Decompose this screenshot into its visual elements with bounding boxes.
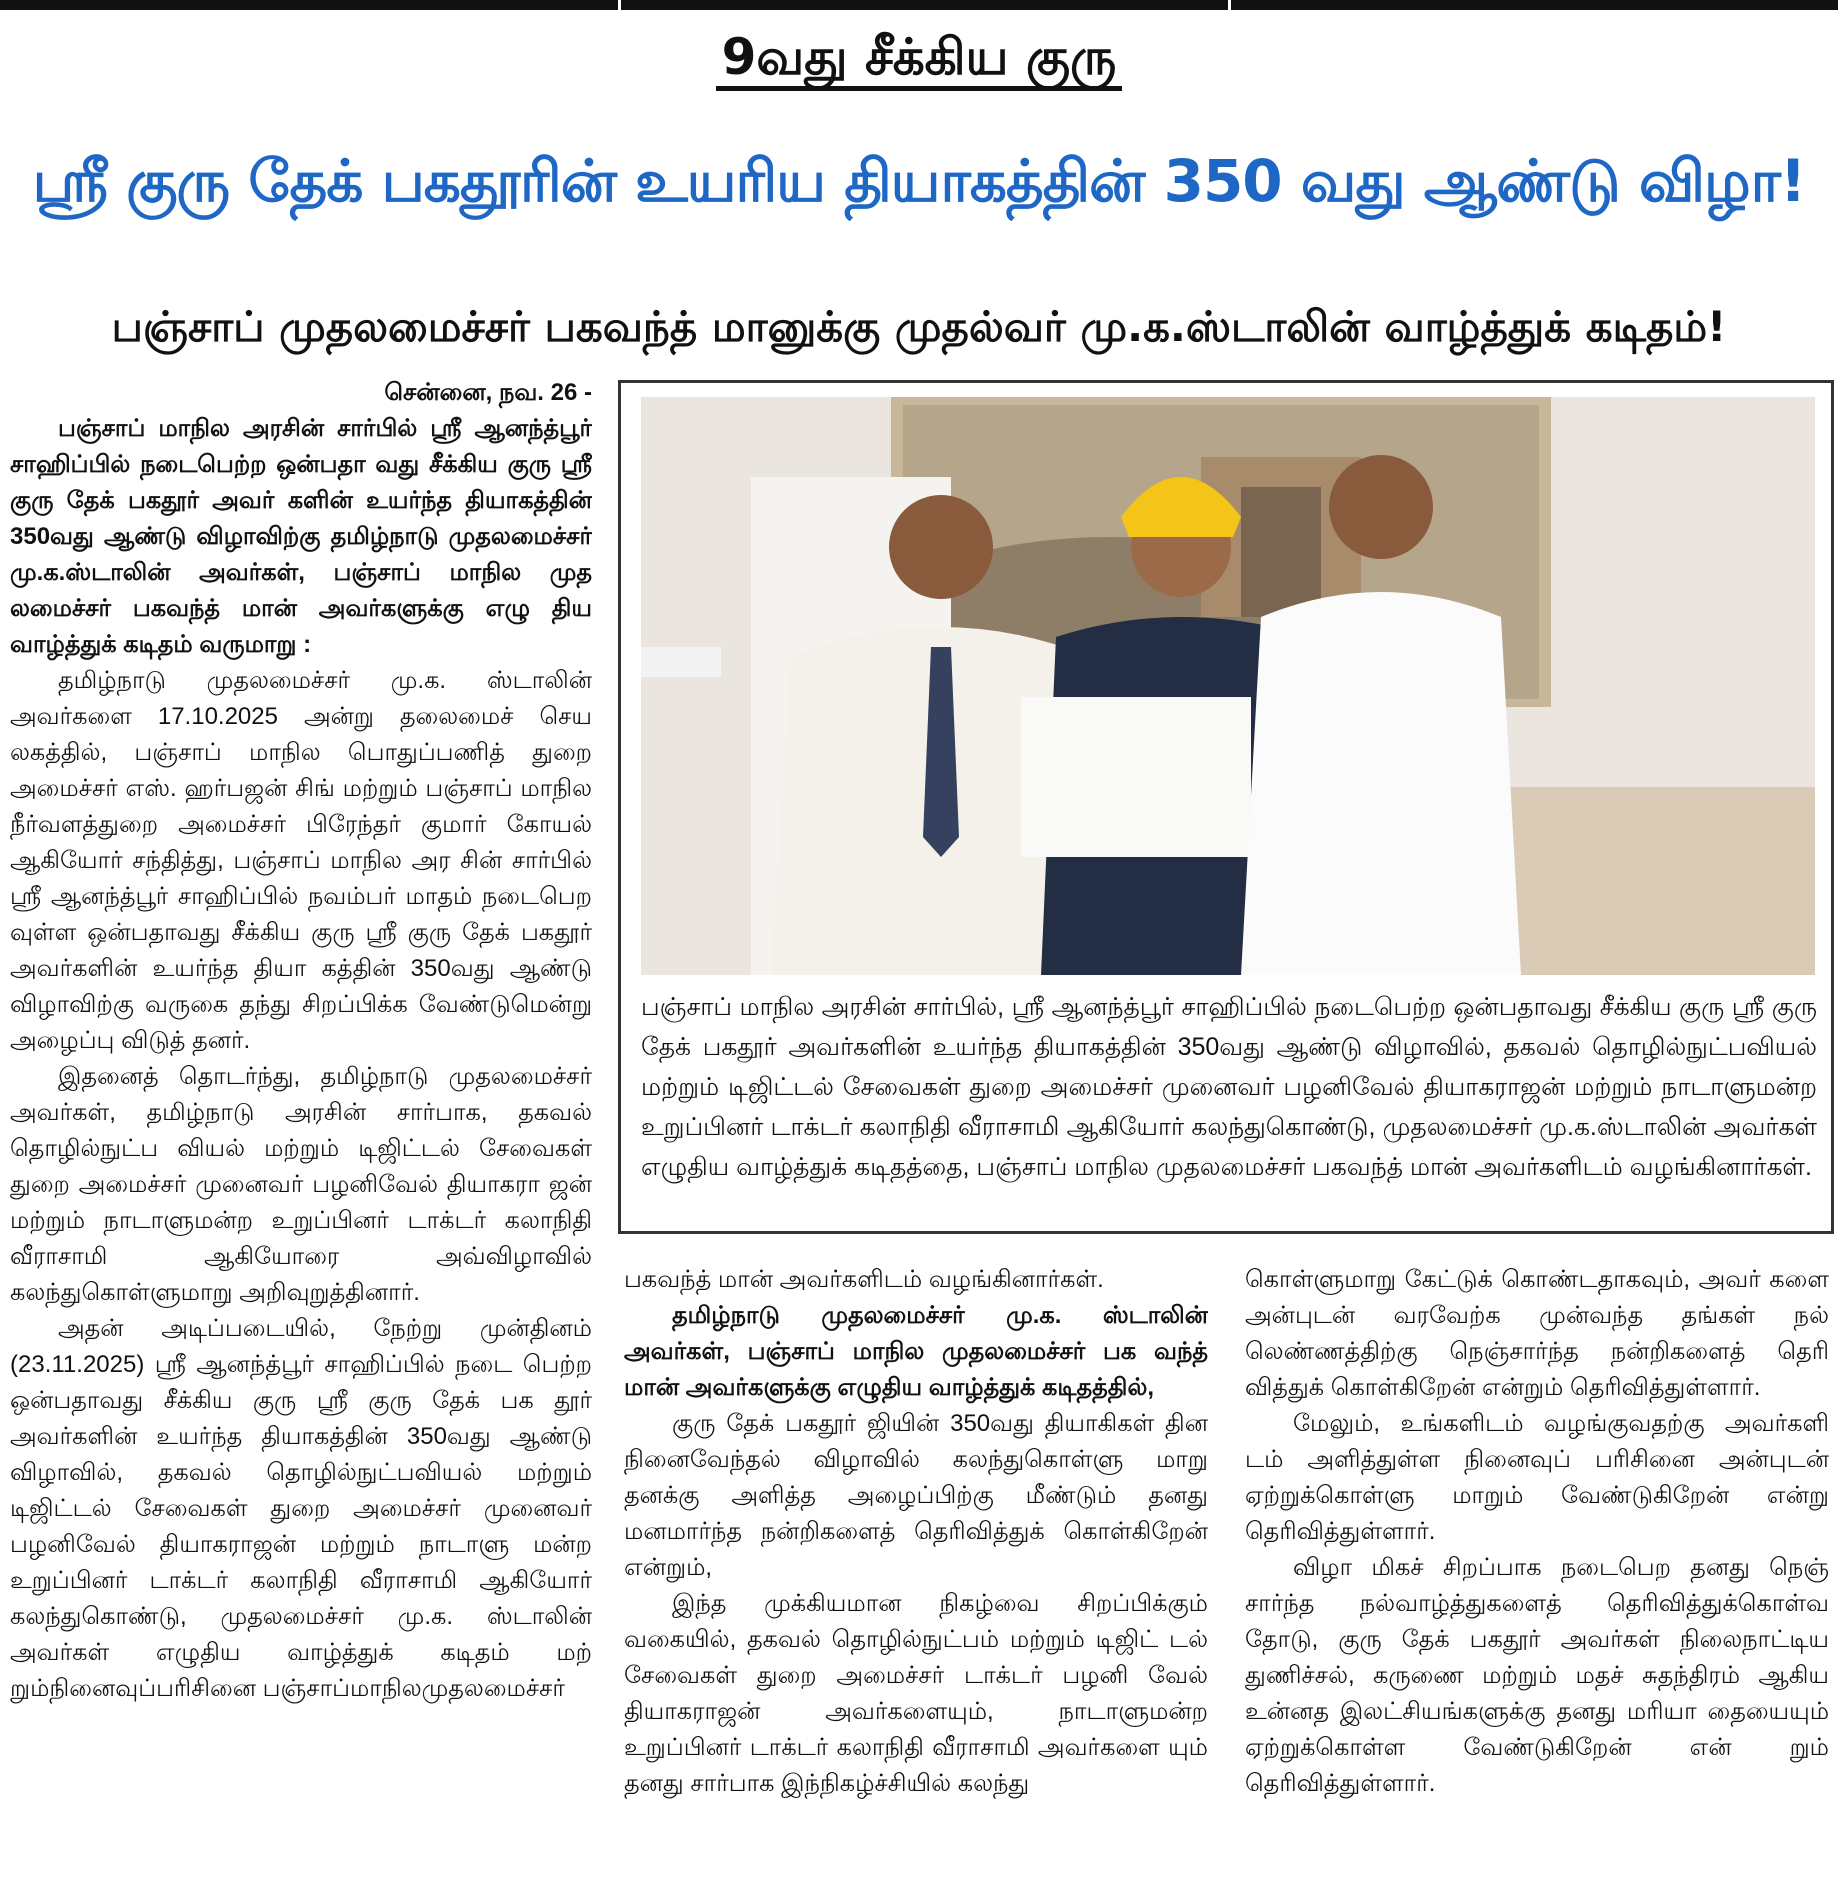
paragraph: இந்த முக்கியமான நிகழ்வை சிறப்பிக்கும் வகையில், தகவல் தொழில்நுட்பம் மற்றும் டிஜிட் டல் சேவைகள் துறை அமைச்சர் டாக்டர் பழனி வேல் தியாகராஜன் அவர்களையும், நாடாளுமன்ற உறுப்பினர் டாக்டர் கலாநிதி வீராசாமி அவர்களை யும் தனது சார்பாக இந்நிகழ்ச்சியில் கலந்து [624,1590,1208,1797]
paragraph: தமிழ்நாடு முதலமைச்சர் மு.க. ஸ்டாலின் அவர்களை 17.10.2025 அன்று தலைமைச் செய லகத்தில், பஞ்சாப் மாநில பொதுப்பணித் துறை அமைச்சர் எஸ். ஹர்பஜன் சிங் மற்றும் பஞ்சாப் மாநில நீர்வளத்துறை அமைச்சர் பிரேந்தர் குமார் கோயல் ஆகியோர் சந்தித்து, பஞ்சாப் மாநில அர சின் சார்பில் ஸ்ரீ ஆனந்த்பூர் சாஹிப்பில் நவம்பர் மாதம் நடைபெற வுள்ள ஒன்பதாவது சீக்கிய குரு ஸ்ரீ குரு தேக் பகதூர் அவர்களின் உயர்ந்த தியா கத்தின் 350வது ஆண்டு விழாவிற்கு வருகை தந்து சிறப்பிக்க வேண்டுமென்று அழைப்பு விடுத் தனர். [10,667,592,1054]
paragraph: கொள்ளுமாறு கேட்டுக் கொண்டதாகவும், அவர் களை அன்புடன் வரவேற்க முன்வந்த தங்கள் நல் லெண்ணத்திற்கு நெஞ்சார்ந்த நன்றிகளைத் தெரி வித்துக் கொள்கிறேன் என்றும் தெரிவித்துள்ளார். [1245,1266,1829,1401]
kicker [0,18,1838,96]
news-photo [641,397,1815,975]
article-column-1 [10,375,592,1875]
subheadline: பஞ்சாப் முதலமைச்சர் பகவந்த் மானுக்கு முதல்வர் மு.க.ஸ்டாலின் வாழ்த்துக் கடிதம்! [111,302,1727,351]
dateline: சென்னை, நவ. 26 - [384,379,592,406]
article-column-2 [624,1262,1208,1878]
article-column-3 [1245,1262,1829,1878]
paragraph: அதன் அடிப்படையில், நேற்று முன்தினம் (23.11.2025) ஸ்ரீ ஆனந்த்பூர் சாஹிப்பில் நடை பெற்ற ஒன்பதாவது சீக்கிய குரு ஸ்ரீ குரு தேக் பக தூர் அவர்களின் உயர்ந்த தியாகத்தின் 350வது ஆண்டு விழாவில், தகவல் தொழில்நுட்பவியல் மற்றும் டிஜிட்டல் சேவைகள் துறை அமைச்சர் முனைவர் பழனிவேல் தியாகராஜன் மற்றும் நாடாளு மன்ற உறுப்பினர் டாக்டர் கலாநிதி வீராசாமி ஆகியோர் கலந்துகொண்டு, முதலமைச்சர் மு.க. ஸ்டாலின் அவர்கள் எழுதிய வாழ்த்துக் கடிதம் மற் றும்நினைவுப்பரிசினை பஞ்சாப்மாநிலமுதலமைச்சர் [10,1315,592,1702]
top-rule-separator [618,0,621,10]
paragraph: விழா மிகச் சிறப்பாக நடைபெற தனது நெஞ் சார்ந்த நல்வாழ்த்துகளைத் தெரிவித்துக்கொள்வ தோடு, குரு தேக் பகதூர் அவர்கள் நிலைநாட்டிய துணிச்சல், கருணை மற்றும் மதச் சுதந்திரம் ஆகிய உன்னத இலட்சியங்களுக்கு தனது மரியா தையையும் ஏற்றுக்கொள்ள வேண்டுகிறேன் என் றும் தெரிவித்துள்ளார். [1245,1554,1829,1797]
paragraph: பகவந்த் மான் அவர்களிடம் வழங்கினார்கள். [624,1266,1104,1293]
highlight-paragraph: தமிழ்நாடு முதலமைச்சர் மு.க. ஸ்டாலின் அவர்கள், பஞ்சாப் மாநில முதலமைச்சர் பக வந்த் மான் அவர்களுக்கு எழுதிய வாழ்த்துக் கடிதத்தில், [624,1302,1208,1401]
paragraph: மேலும், உங்களிடம் வழங்குவதற்கு அவர்களி டம் அளித்துள்ள நினைவுப் பரிசினை அன்புடன் ஏற்றுக்கொள்ளு மாறும் வேண்டுகிறேன் என்று தெரிவித்துள்ளார். [1245,1410,1829,1545]
photo-caption: பஞ்சாப் மாநில அரசின் சார்பில், ஸ்ரீ ஆனந்த்பூர் சாஹிப்பில் நடைபெற்ற ஒன்பதாவது சீக்கிய குரு ஸ்ரீ குரு தேக் பகதூர் அவர்களின் உயர்ந்த தியாகத்தின் 350வது ஆண்டு விழாவில், தகவல் தொழில்நுட்பவியல் மற்றும் டிஜிட்டல் சேவைகள் துறை அமைச்சர் முனைவர் பழனிவேல் தியாகராஜன் மற்றும் நாடாளுமன்ற உறுப்பினர் டாக்டர் கலாநிதி வீராசாமி ஆகியோர் கலந்துகொண்டு, முதலமைச்சர் மு.க.ஸ்டாலின் அவர்கள் எழுதிய வாழ்த்துக் கடிதத்தை, பஞ்சாப் மாநில முதலமைச்சர் பகவந்த் மான் அவர்களிடம் வழங்கினார்கள். [641,993,1817,1181]
top-rule-separator [1228,0,1231,10]
top-rule [0,0,1838,10]
photo-box [618,380,1834,1234]
kicker-text: 9வது சீக்கிய குரு [716,28,1123,91]
lead-paragraph: பஞ்சாப் மாநில அரசின் சார்பில் ஸ்ரீ ஆனந்த்பூர் சாஹிப்பில் நடைபெற்ற ஒன்பதா வது சீக்கிய குரு ஸ்ரீ குரு தேக் பகதூர் அவர் களின் உயர்ந்த தியாகத்தின் 350வது ஆண்டு விழாவிற்கு தமிழ்நாடு முதலமைச்சர் மு.க.ஸ்டாலின் அவர்கள், பஞ்சாப் மாநில முத லமைச்சர் பகவந்த் மான் அவர்களுக்கு எழு திய வாழ்த்துக் கடிதம் வருமாறு : [10,415,592,658]
paragraph: குரு தேக் பகதூர் ஜியின் 350வது தியாகிகள் தின நினைவேந்தல் விழாவில் கலந்துகொள்ளு மாறு தனக்கு அளித்த அழைப்பிற்கு மீண்டும் தனது மனமார்ந்த நன்றிகளைத் தெரிவித்துக் கொள்கிறேன் என்றும், [624,1410,1208,1581]
paragraph: இதனைத் தொடர்ந்து, தமிழ்நாடு முதலமைச்சர் அவர்கள், தமிழ்நாடு அரசின் சார்பாக, தகவல் தொழில்நுட்ப வியல் மற்றும் டிஜிட்டல் சேவைகள் துறை அமைச்சர் முனைவர் பழனிவேல் தியாகரா ஜன் மற்றும் நாடாளுமன்ற உறுப்பினர் டாக்டர் கலாநிதி வீராசாமி ஆகியோரை அவ்விழாவில் கலந்துகொள்ளுமாறு அறிவுறுத்தினார். [10,1063,592,1306]
photo-illustration [641,397,1815,975]
headline: ஸ்ரீ குரு தேக் பகதூரின் உயரிய தியாகத்தின் 350 வது ஆண்டு விழா! [32,147,1806,215]
